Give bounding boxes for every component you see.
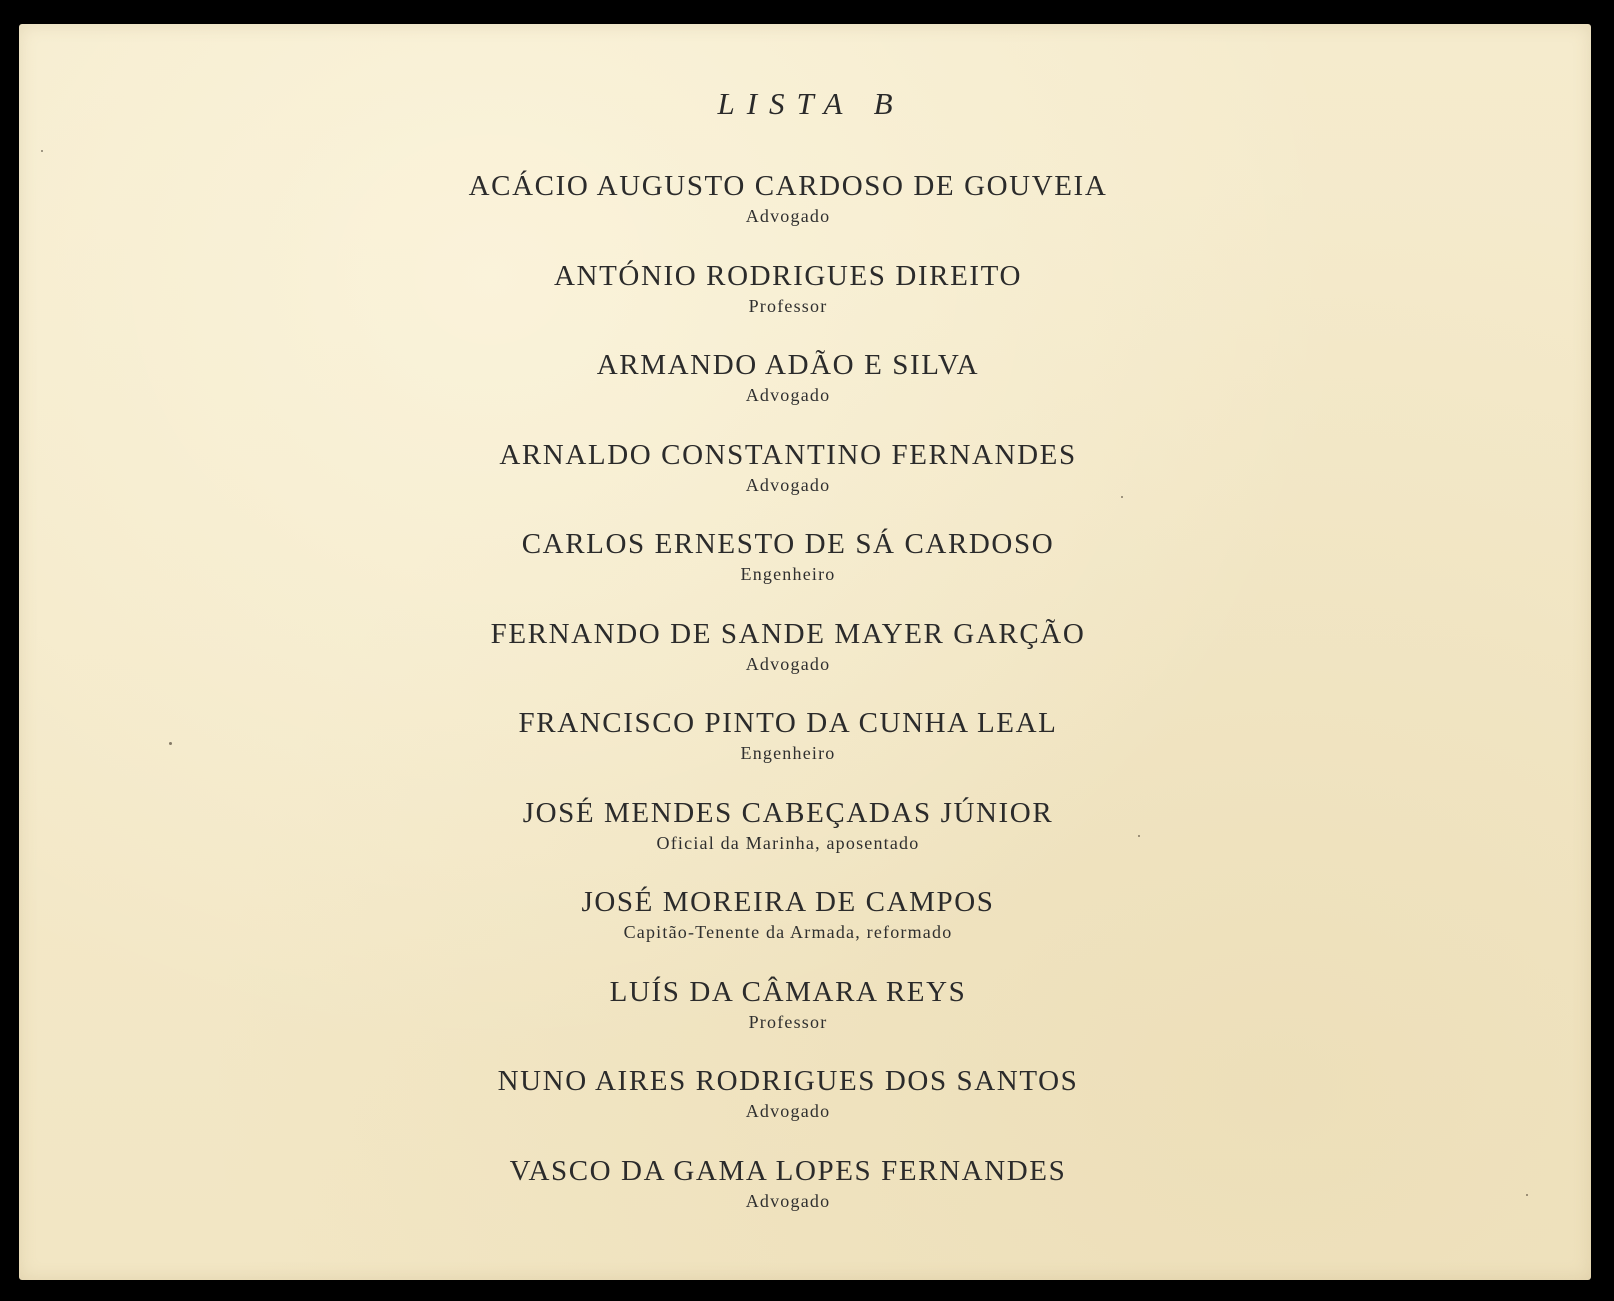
candidate-name: ACÁCIO AUGUSTO CARDOSO DE GOUVEIA bbox=[468, 170, 1108, 202]
candidate-profession: Professor bbox=[748, 1011, 828, 1032]
candidate-name: LUÍS DA CÂMARA REYS bbox=[609, 975, 967, 1008]
candidate-profession: Advogado bbox=[745, 385, 831, 405]
paper-speck bbox=[1526, 1194, 1528, 1196]
candidate-profession: Advogado bbox=[745, 1190, 831, 1211]
candidate-name: ARMANDO ADÃO E SILVA bbox=[596, 349, 980, 381]
candidate-name: ARNALDO CONSTANTINO FERNANDES bbox=[499, 438, 1077, 471]
candidate-profession: Advogado bbox=[745, 474, 831, 495]
paper-speck bbox=[1121, 496, 1123, 498]
list-item bbox=[2, 1062, 1574, 1152]
list-item bbox=[2, 525, 1574, 615]
paper-sheet bbox=[19, 24, 1591, 1280]
candidate-name: ANTÓNIO RODRIGUES DIREITO bbox=[554, 259, 1022, 292]
list-item bbox=[2, 346, 1574, 436]
paper-speck bbox=[1138, 835, 1140, 837]
candidate-name: JOSÉ MENDES CABEÇADAS JÚNIOR bbox=[522, 796, 1054, 829]
candidate-name: NUNO AIRES RODRIGUES DOS SANTOS bbox=[497, 1065, 1079, 1097]
candidate-profession: Engenheiro bbox=[740, 564, 836, 584]
candidate-profession: Oficial da Marinha, aposentado bbox=[656, 832, 920, 853]
candidate-profession: Engenheiro bbox=[740, 743, 836, 763]
candidate-profession: Capitão-Tenente da Armada, reformado bbox=[623, 922, 953, 942]
candidate-name: CARLOS ERNESTO DE SÁ CARDOSO bbox=[521, 528, 1055, 560]
list-item bbox=[2, 167, 1574, 257]
paper-speck bbox=[169, 742, 172, 745]
candidate-profession: Advogado bbox=[745, 206, 831, 226]
candidate-name: VASCO DA GAMA LOPES FERNANDES bbox=[509, 1154, 1067, 1187]
candidate-name: JOSÉ MOREIRA DE CAMPOS bbox=[581, 886, 995, 918]
list-item bbox=[2, 794, 1574, 884]
candidate-name: FRANCISCO PINTO DA CUNHA LEAL bbox=[518, 707, 1058, 739]
candidate-name: FERNANDO DE SANDE MAYER GARÇÃO bbox=[490, 617, 1086, 650]
list-item bbox=[2, 257, 1574, 347]
list-item bbox=[2, 436, 1574, 526]
candidate-profession: Advogado bbox=[745, 1101, 831, 1121]
candidate-list bbox=[19, 167, 1591, 1241]
list-item bbox=[2, 615, 1574, 705]
list-item bbox=[2, 973, 1574, 1063]
list-item bbox=[2, 704, 1574, 794]
candidate-profession: Professor bbox=[748, 295, 828, 316]
candidate-profession: Advogado bbox=[745, 653, 831, 674]
list-item bbox=[2, 883, 1574, 973]
list-item bbox=[2, 1152, 1574, 1242]
list-title: LISTA B bbox=[717, 86, 905, 121]
paper-speck bbox=[41, 150, 43, 152]
